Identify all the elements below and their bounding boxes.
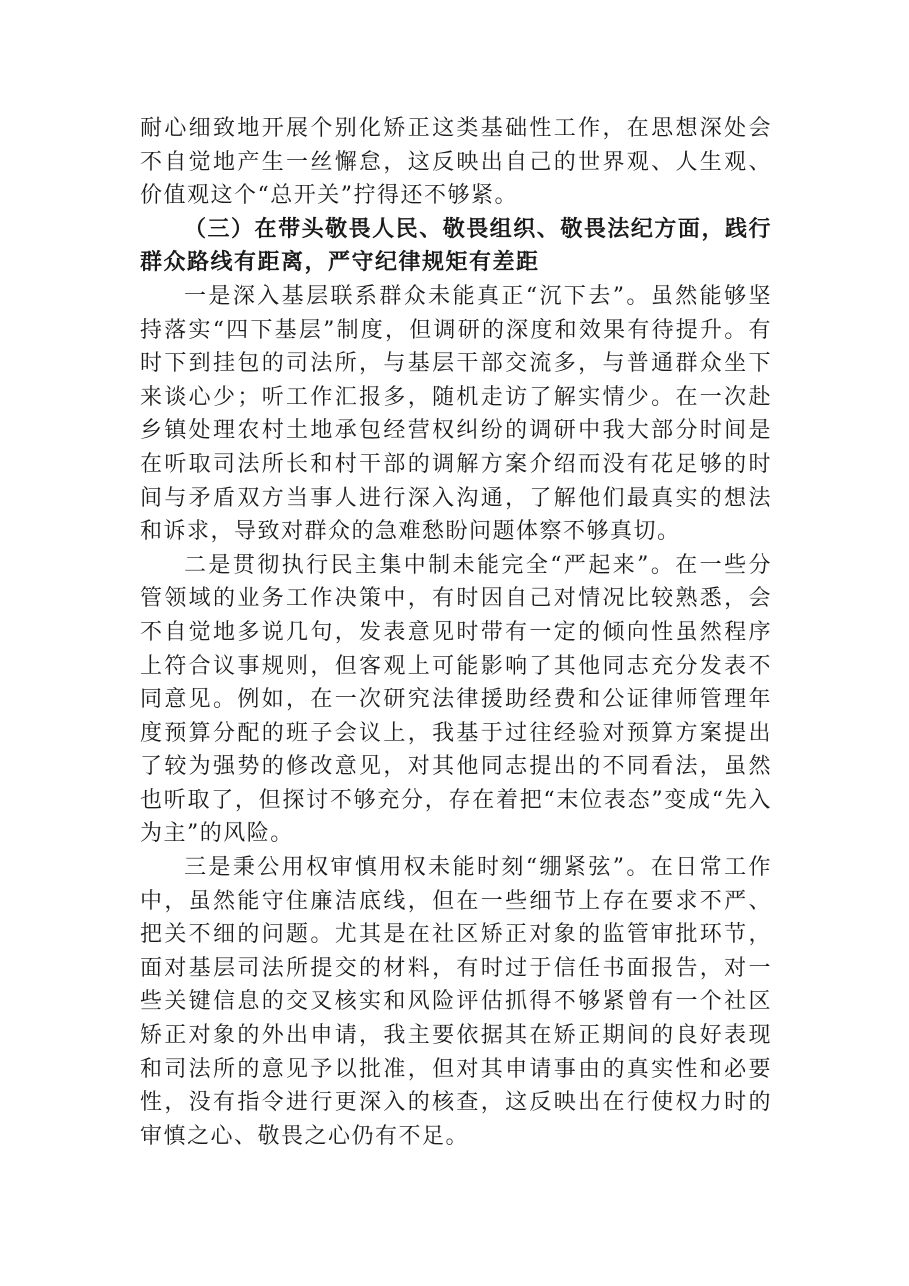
paragraph-one: 一是深入基层联系群众未能真正“沉下去”。虽然能够坚持落实“四下基层”制度，但调研的深度和效果有待提升。有时下到挂包的司法所，与基层干部交流多，与普通群众坐下来谈心少；听工作汇报多，随机走访了解实情少。在一次赴乡镇处理农村土地承包经营权纠纷的调研中我大部分时间是在听取司法所长和村干部的调解方案介绍而没有花足够的时间与矛盾双方当事人进行深入沟通，了解他们最真实的想法和诉求，导致对群众的急难愁盼问题体察不够真切。	[140, 283, 772, 545]
section-heading: （三）在带头敬畏人民、敬畏组织、敬畏法纪方面，践行群众路线有距离，严守纪律规矩有差距	[140, 215, 772, 276]
paragraph-three: 三是秉公用权审慎用权未能时刻“绷紧弦”。在日常工作中，虽然能守住廉洁底线，但在一些细节上存在要求不严、把关不细的问题。尤其是在社区矫正对象的监管审批环节，面对基层司法所提交的材料，有时过于信任书面报告，对一些关键信息的交叉核实和风险评估抓得不够紧曾有一个社区矫正对象的外出申请，我主要依据其在矫正期间的良好表现和司法所的意见予以批准，但对其申请事由的真实性和必要性，没有指令进行更深入的核查，这反映出在行使权力时的审慎之心、敬畏之心仍有不足。	[140, 855, 772, 1149]
paragraph-two: 二是贯彻执行民主集中制未能完全“严起来”。在一些分管领域的业务工作决策中，有时因自己对情况比较熟悉，会不自觉地多说几句，发表意见时带有一定的倾向性虽然程序上符合议事规则，但客观上可能影响了其他同志充分发表不同意见。例如，在一次研究法律援助经费和公证律师管理年度预算分配的班子会议上，我基于过往经验对预算方案提出了较为强势的修改意见，对其他同志提出的不同看法，虽然也听取了，但探讨不够充分，存在着把“末位表态”变成“先入为主”的风险。	[140, 552, 772, 847]
document-body	[140, 112, 772, 1153]
paragraph-continuation: 耐心细致地开展个别化矫正这类基础性工作，在思想深处会不自觉地产生一丝懈怠，这反映出自己的世界观、人生观、价值观这个“总开关”拧得还不够紧。	[140, 116, 772, 209]
